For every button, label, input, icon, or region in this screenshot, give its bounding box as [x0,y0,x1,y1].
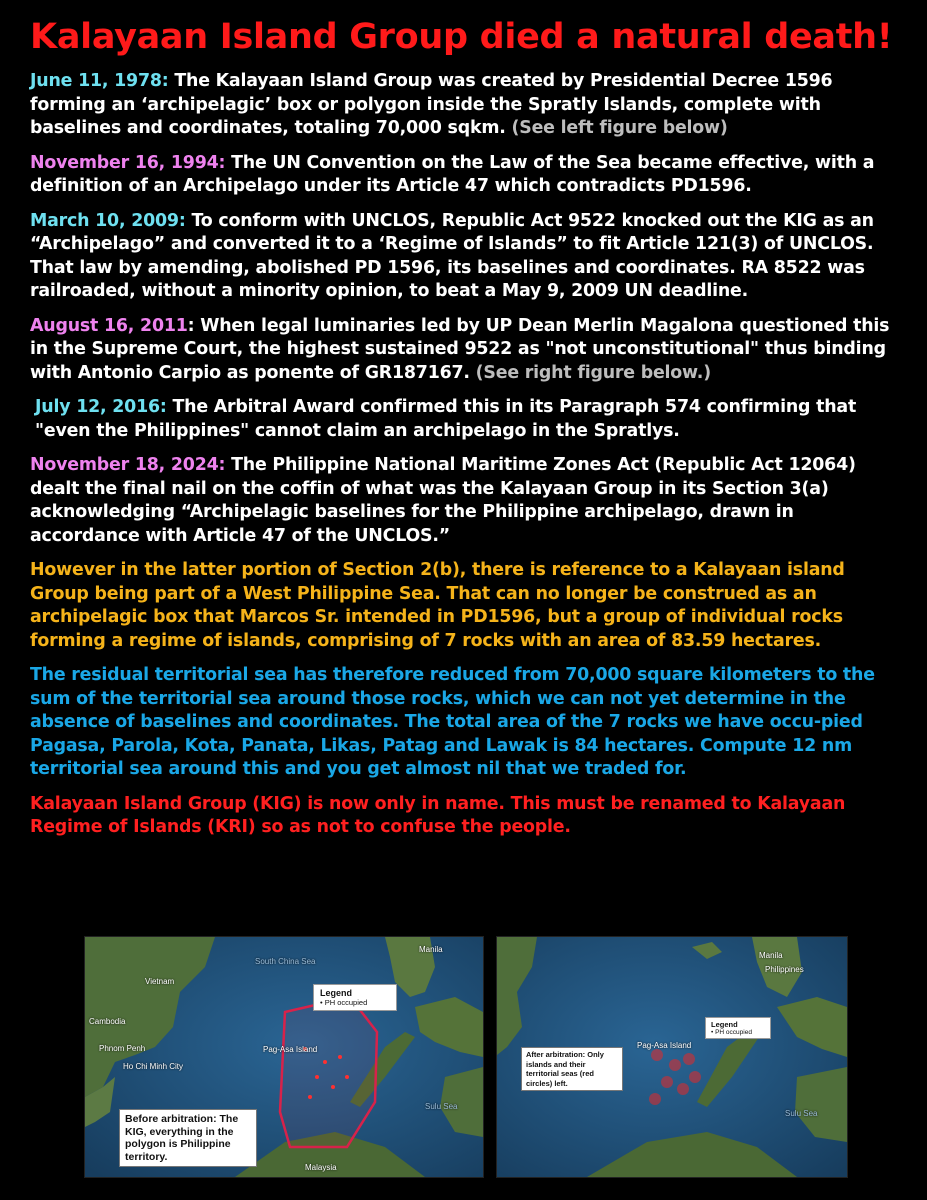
label-malaysia: Malaysia [305,1163,337,1172]
paragraph-1994 [30,152,900,199]
article-body [30,70,900,851]
paragraph-conclusion: Kalayaan Island Group (KIG) is now only in name. This must be renamed to Kalayaan Regime of Islands (KRI) so as not to confuse the people. [30,793,846,837]
legend-title-right: Legend [711,1020,738,1029]
label-pag-asa-right: Pag-Asa Island [637,1041,692,1050]
date-2011: August 16, 2011 [30,315,188,336]
text-1978: The Kalayaan Island Group was created by Presidential Decree 1596 forming an ‘archipelagic’ box or polygon inside the Spratly Islands, complete with baselines and coordinates, totaling 70,000 sqkm. [30,71,833,138]
map-before-arbitration [84,936,484,1178]
date-2009: March 10, 2009: [30,210,186,231]
date-1978: June 11, 1978: [30,71,169,91]
text-2011: : When legal luminaries led by UP Dean Merlin Magalona questioned this in the Supreme Court, the highest sustained 9522 as "not unconstitutional" thus binding with Antonio Carpio as ponente of GR187167. [30,315,890,383]
legend-left [313,984,397,1011]
label-cambodia: Cambodia [89,1017,126,1026]
date-2016: July 12, 2016: [35,397,167,417]
paragraph-1978 [30,70,900,141]
text-2009: To conform with UNCLOS, Republic Act 9522 knocked out the KIG as an “Archipelago” and converted it to a ‘Regime of Islands” to fit Article 121(3) of UNCLOS. That law by amending, abolished PD 1596, its baselines and coordinates. RA 8522 was railroaded, without a minority opinion, to beat a May 9, 2009 UN deadline. [30,210,874,301]
label-south-china-sea: South China Sea [255,957,316,966]
paragraph-2011 [30,315,900,386]
paragraph-2009 [30,210,900,304]
label-pag-asa: Pag-Asa Island [263,1045,318,1054]
page-title: Kalayaan Island Group died a natural death! [30,17,893,57]
label-sulu-sea-right: Sulu Sea [785,1109,818,1118]
legend-item-right: • PH occupied [711,1029,752,1036]
territorial-sea-circle [651,1049,663,1061]
text-2016: The Arbitral Award confirmed this in its Paragraph 574 confirming that "even the Philippines" cannot claim an archipelago in the Spratlys. [35,397,857,441]
label-sulu-sea: Sulu Sea [425,1102,458,1111]
caption-before-arbitration: Before arbitration: The KIG, everything in the polygon is Philippine territory. [119,1109,257,1167]
kig-polygon [280,997,377,1147]
note-right-figure: (See right figure below.) [475,362,711,383]
label-ho-chi-minh: Ho Chi Minh City [123,1062,184,1071]
label-phnom-penh: Phnom Penh [99,1044,146,1053]
text-1994: The UN Convention on the Law of the Sea became effective, with a definition of an Archipelago under its Article 47 which contradicts PD1596. [30,152,875,196]
legend-item-left: • PH occupied [320,998,368,1007]
label-manila-right: Manila [759,951,783,960]
map-after-arbitration [496,936,848,1178]
date-2024: November 18, 2024: [30,455,226,475]
caption-after-arbitration: After arbitration: Only islands and their territorial seas (red circles) left. [521,1047,623,1091]
legend-title-left: Legend [320,988,353,998]
label-vietnam: Vietnam [145,977,175,986]
paragraph-2016 [30,396,900,443]
paragraph-section-2b: However in the latter portion of Section 2(b), there is reference to a Kalayaan island Group being part of a West Philippine Sea. That can no longer be construed as an archipelagic box that Marcos Sr. intended in PD1596, but a group of individual rocks forming a regime of islands, comprising of 7 rocks with an area of 83.59 hectares. [30,560,845,651]
text-2024: The Philippine National Maritime Zones Act (Republic Act 12064) dealt the final nail on the coffin of what was the Kalayaan Group in its Section 3(a) acknowledging “Archipelagic baselines for the Philippine archipelago, drawn in accordance with Article 47 of the UNCLOS.” [30,455,856,546]
date-1994: November 16, 1994: [30,152,226,173]
label-manila: Manila [419,945,443,954]
paragraph-2024 [30,454,900,548]
paragraph-residual-sea: The residual territorial sea has therefore reduced from 70,000 square kilometers to the sum of the territorial sea around those rocks, which we can not yet determine in the absence of baselines and coordinates. The total area of the 7 rocks we have occu-pied Pagasa, Parola, Kota, Panata, Likas, Patag and Lawak is 84 hectares. Compute 12 nm territorial sea around this and you get almost nil that we traded for. [30,665,875,779]
note-left-figure: (See left figure below) [511,118,728,138]
label-philippines-right: Philippines [765,965,804,974]
legend-right [705,1017,771,1039]
